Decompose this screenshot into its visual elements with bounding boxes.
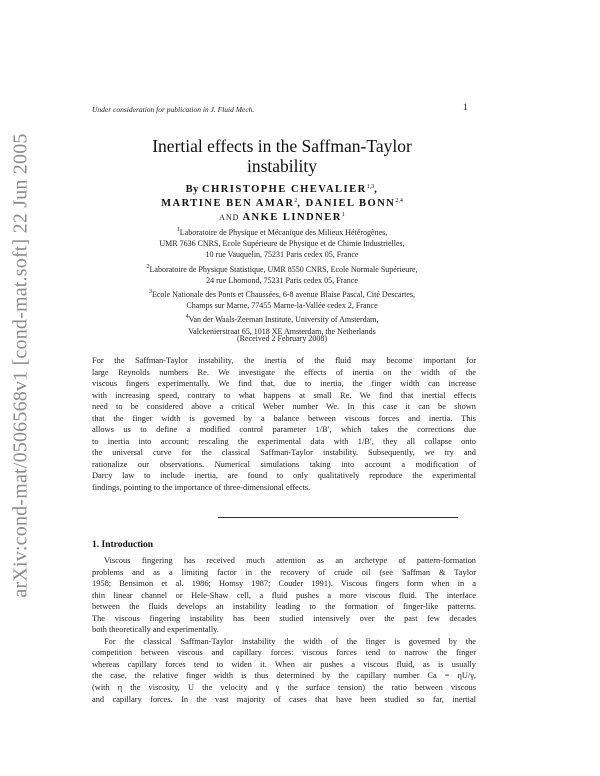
affiliation-line: Laboratoire de Physique et Mécanique des Milieux Hétérogènes, <box>179 228 388 237</box>
affiliation-line: Laboratoire de Physique Statistique, UMR 8550 CNRS, Ecole Normale Supérieure, <box>149 264 418 274</box>
author-affil-marker: 1 <box>341 212 345 218</box>
author-separator: , <box>374 184 379 195</box>
abstract <box>92 355 476 493</box>
affiliation-line: Ecole Nationale des Ponts et Chaussées, 6-8 avenue Blaise Pascal, Cité Descartes, <box>151 290 416 300</box>
abstract-line: the universal curve for the classical Saffman-Taylor instability. Subsequently, we try and <box>92 448 476 457</box>
body-line: whereas capillary forces tend to widen it. When air pushes a viscous fluid, as is usually <box>92 659 476 669</box>
and-label: AND <box>219 213 243 222</box>
affiliation <box>92 227 472 261</box>
affiliation-line: 24 rue Lhomond, 75231 Paris cedex 05, France <box>206 275 358 285</box>
body-line: between the fluids develops an instability leading to the formation of finger-like patterns. <box>92 602 476 612</box>
page-number: 1 <box>463 103 468 113</box>
arxiv-identifier: arXiv:cond-mat/0506568v1 [cond-mat.soft] 22 Jun 2005 <box>9 132 32 598</box>
paper-title <box>92 136 472 176</box>
abstract-line: rationalize our observations. Numerical simulations taking into account a modification of <box>92 459 476 469</box>
body-line: 1958; Bensimon et al. 1986; Homsy 1987; Couder 1991). Viscous fingers form when in a <box>92 579 476 589</box>
author-separator: , <box>297 198 306 209</box>
affiliation-line: UMR 7636 CNRS, Ecole Supérieure de Physique et de Chimie Industrielles, <box>159 239 405 249</box>
affiliations <box>92 227 472 340</box>
arxiv-side-stamp <box>8 130 34 600</box>
by-label: By <box>185 184 203 195</box>
body-line: both theoretically and experimentally. <box>92 625 219 635</box>
abstract-line: with increasing speed, contrary to what happens at small Re. We find that inertial effects <box>92 390 476 400</box>
body-line: (with η the viscosity, U the velocity and γ the surface tension) the ratio between viscous <box>92 683 476 693</box>
author-name: DANIEL BONN <box>305 198 396 209</box>
body-line: competition between viscous and capillary forces: viscous forces tend to narrow the finger <box>92 648 476 658</box>
body-text <box>92 555 476 705</box>
body-line: The viscous fingering instability has been studied intensively over the past few decades <box>92 613 476 623</box>
title-line: Inertial effects in the Saffman-Taylor <box>152 136 412 156</box>
affiliation-marker: 4 <box>185 314 189 321</box>
abstract-line: that the finger width is governed by a balance between viscous forces and inertia. This <box>92 413 476 423</box>
received-date: (Received 2 February 2008) <box>237 334 327 343</box>
title-line: instability <box>247 156 317 176</box>
author-affil-marker: 2 <box>294 198 298 204</box>
running-head: Under consideration for publication in J. Fluid Mech. <box>92 105 255 114</box>
affiliation-marker: 3 <box>148 289 152 296</box>
abstract-divider <box>218 517 458 518</box>
section-heading: 1. Introduction <box>92 540 154 550</box>
author-affil-marker: 1,3 <box>366 184 375 190</box>
abstract-line: Darcy law to include inertia, are found to only qualitatively reproduce the experimental <box>92 471 476 480</box>
affiliation-line: Van der Waals-Zeeman Institute, University of Amsterdam, <box>188 315 379 325</box>
body-line: and capillary forces. In the vast majority of cases that have been studied so far, inertial <box>92 694 476 704</box>
affiliation-marker: 2 <box>146 263 150 270</box>
affiliation-line: 10 rue Vauquelin, 75231 Paris cedex 05, France <box>205 250 359 260</box>
abstract-line: need to be considered above a critical Weber number We. In this case it can be shown <box>92 402 476 411</box>
abstract-line: allows us to define a modified control parameter 1/B′, which takes the corrections due <box>92 425 476 434</box>
abstract-line: findings, pointing to the importance of three-dimensional effects. <box>92 482 311 492</box>
abstract-line: to inertia into account; rescaling the experimental data with 1/B′, they all collapse onto <box>92 436 476 446</box>
affiliation <box>92 289 472 311</box>
abstract-line: large Reynolds numbers Re. We investigate the effects of inertia on the width of the <box>92 367 476 377</box>
abstract-line: viscous fingers experimentally. We find that, due to inertia, the finger width can increase <box>92 379 476 388</box>
body-line: thin linear channel or Hele-Shaw cell, a fluid pushes a more viscous fluid. The interface <box>92 590 476 600</box>
affiliation-line: Valckenierstraat 65, 1018 XE Amsterdam, the Netherlands <box>188 326 376 336</box>
abstract-line: For the Saffman-Taylor instability, the inertia of the fluid may become important for <box>92 356 476 365</box>
author-list <box>92 183 472 225</box>
affiliation-line: Champs sur Marne, 77455 Marne-la-Vallée cedex 2, France <box>186 301 378 311</box>
author-name: ANKE LINDNER <box>242 212 342 223</box>
affiliation <box>92 264 472 286</box>
author-affil-marker: 2,4 <box>395 198 403 204</box>
body-line: Viscous fingering has received much attention as an archetype of pattern-formation <box>104 556 476 565</box>
body-line: problems and as a limiting factor in the recovery of crude oil (see Saffman & Taylor <box>92 567 476 577</box>
affiliation-marker: 1 <box>176 227 180 233</box>
body-line: For the classical Saffman-Taylor instability the width of the finger is governed by the <box>104 636 476 646</box>
body-line: the case, the relative finger width is thus determined by the capillary number Ca = ηU/γ, <box>92 671 476 681</box>
author-name: MARTINE BEN AMAR <box>161 198 295 209</box>
author-name: CHRISTOPHE CHEVALIER <box>202 184 367 195</box>
